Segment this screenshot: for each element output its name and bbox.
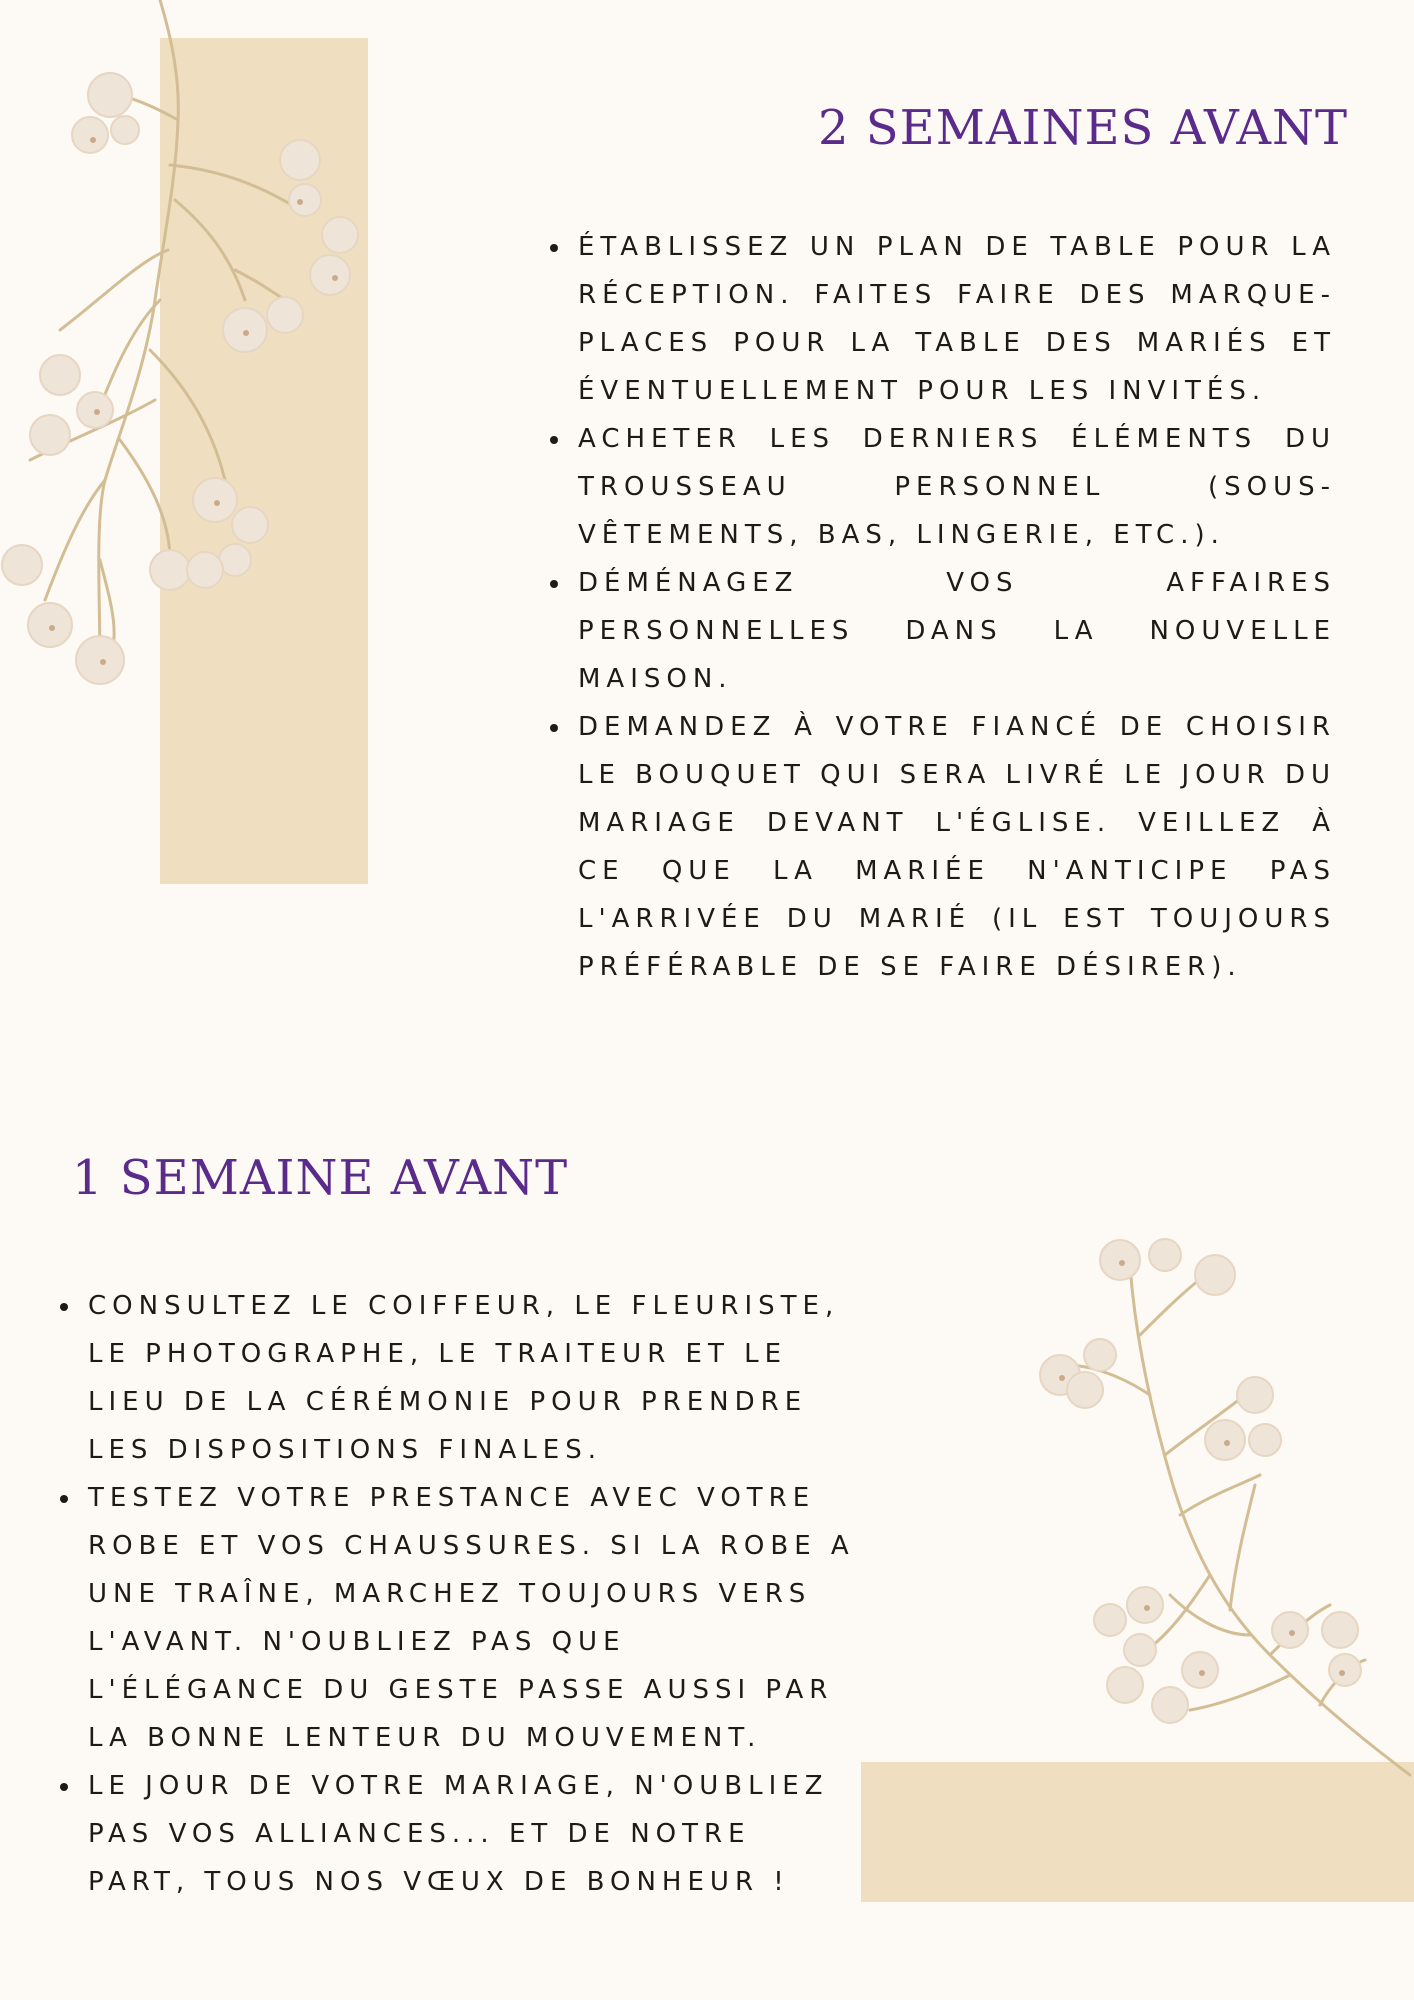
list-item: ACHETER LES DERNIERS ÉLÉMENTS DU TROUSSEAU PERSONNEL (SOUS-VÊTEMENTS, BAS, LINGERIE, ETC.). bbox=[546, 415, 1336, 559]
list-item: ÉTABLISSEZ UN PLAN DE TABLE POUR LA RÉCEPTION. FAITES FAIRE DES MARQUE-PLACES POUR LA TABLE DES MARIÉS ET ÉVENTUELLEMENT POUR LES INVITÉS. bbox=[546, 223, 1336, 415]
list-item: CONSULTEZ LE COIFFEUR, LE FLEURISTE, LE PHOTOGRAPHE, LE TRAITEUR ET LE LIEU DE LA CÉRÉMONIE POUR PRENDRE LES DISPOSITIONS FINALES. bbox=[56, 1282, 856, 1474]
checklist-one-week bbox=[56, 1282, 856, 1906]
section-title-one-week: 1 SEMAINE AVANT bbox=[72, 1150, 569, 1206]
list-item: DEMANDEZ À VOTRE FIANCÉ DE CHOISIR LE BOUQUET QUI SERA LIVRÉ LE JOUR DU MARIAGE DEVANT L'ÉGLISE. VEILLEZ À CE QUE LA MARIÉE N'ANTICIPE PAS L'ARRIVÉE DU MARIÉ (IL EST TOUJOURS PRÉFÉRABLE DE SE FAIRE DÉSIRER). bbox=[546, 703, 1336, 991]
branch-illustration-top bbox=[0, 0, 380, 700]
checklist-two-weeks bbox=[546, 223, 1336, 991]
section-title-two-weeks: 2 SEMAINES AVANT bbox=[818, 100, 1349, 156]
branch-illustration-bottom bbox=[1020, 1215, 1414, 1815]
list-item: TESTEZ VOTRE PRESTANCE AVEC VOTRE ROBE ET VOS CHAUSSURES. SI LA ROBE A UNE TRAÎNE, MARCHEZ TOUJOURS VERS L'AVANT. N'OUBLIEZ PAS QUE L'ÉLÉGANCE DU GESTE PASSE AUSSI PAR LA BONNE LENTEUR DU MOUVEMENT. bbox=[56, 1474, 856, 1762]
list-item: DÉMÉNAGEZ VOS AFFAIRES PERSONNELLES DANS LA NOUVELLE MAISON. bbox=[546, 559, 1336, 703]
list-item: LE JOUR DE VOTRE MARIAGE, N'OUBLIEZ PAS VOS ALLIANCES... ET DE NOTRE PART, TOUS NOS VŒUX DE BONHEUR ! bbox=[56, 1762, 856, 1906]
